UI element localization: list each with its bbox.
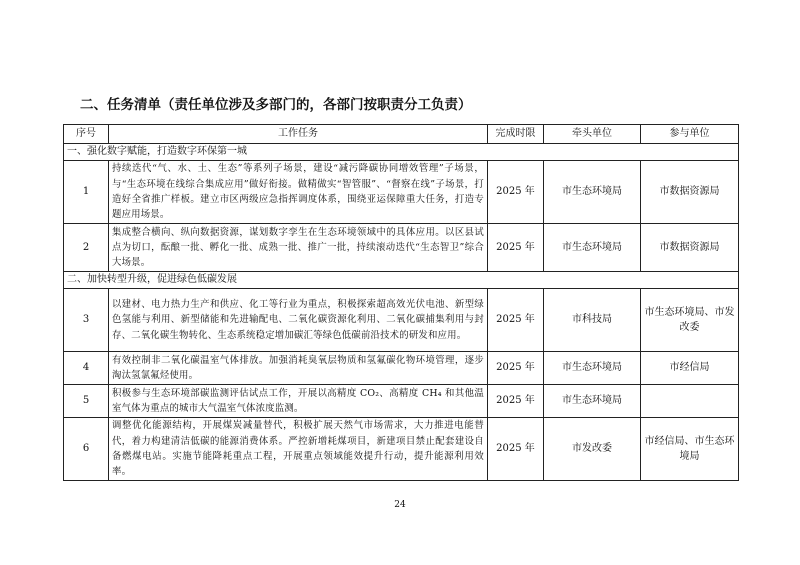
table-row xyxy=(64,224,739,272)
table-row xyxy=(64,161,739,224)
partner-unit: 市数据资源局 xyxy=(641,224,739,272)
section-heading: 二、任务清单（责任单位涉及多部门的，各部门按职责分工负责） xyxy=(80,97,472,113)
header-partner-unit: 参与单位 xyxy=(641,125,739,144)
task-description: 集成整合横向、纵向数据资源，谋划数字孪生在生态环境领域中的具体应用。以区县试点为切口，酝酿一批、孵化一批、成熟一批、推广一批，持续滚动迭代“生态智卫”综合大场景。 xyxy=(109,224,488,272)
deadline: 2025 年 xyxy=(488,385,544,418)
deadline: 2025 年 xyxy=(488,224,544,272)
deadline: 2025 年 xyxy=(488,289,544,352)
row-number: 3 xyxy=(64,289,109,352)
row-number: 6 xyxy=(64,418,109,481)
table-row xyxy=(64,352,739,385)
table-header-row xyxy=(64,125,739,144)
row-number: 5 xyxy=(64,385,109,418)
partner-unit xyxy=(641,385,739,418)
lead-unit: 市生态环境局 xyxy=(544,385,641,418)
partner-unit: 市数据资源局 xyxy=(641,161,739,224)
task-description: 积极参与生态环境部碳监测评估试点工作，开展以高精度 CO₂、高精度 CH₄ 和其他温室气体为重点的城市大气温室气体浓度监测。 xyxy=(109,385,488,418)
deadline: 2025 年 xyxy=(488,352,544,385)
lead-unit: 市生态环境局 xyxy=(544,224,641,272)
lead-unit: 市生态环境局 xyxy=(544,352,641,385)
section-title: 一、强化数字赋能，打造数字环保第一城 xyxy=(64,144,739,161)
header-num: 序号 xyxy=(64,125,109,144)
table-row xyxy=(64,289,739,352)
section-row xyxy=(64,272,739,289)
page-number: 24 xyxy=(394,500,406,510)
header-task: 工作任务 xyxy=(109,125,488,144)
deadline: 2025 年 xyxy=(488,418,544,481)
lead-unit: 市科技局 xyxy=(544,289,641,352)
section-row xyxy=(64,144,739,161)
task-description: 调整优化能源结构，开展煤炭减量替代，积极扩展天然气市场需求，大力推进电能替代，着力构建清洁低碳的能源消费体系。严控新增耗煤项目，新建项目禁止配套建设自备燃煤电站。实施节能降耗重点工程，开展重点领域能效提升行动，提升能源利用效率。 xyxy=(109,418,488,481)
header-lead-unit: 牵头单位 xyxy=(544,125,641,144)
table-row xyxy=(64,385,739,418)
header-deadline: 完成时限 xyxy=(488,125,544,144)
partner-unit: 市生态环境局、市发改委 xyxy=(641,289,739,352)
task-list-table xyxy=(63,124,739,481)
partner-unit: 市经信局 xyxy=(641,352,739,385)
row-number: 4 xyxy=(64,352,109,385)
task-description: 持续迭代“气、水、土、生态”等系列子场景，建设“减污降碳协同增效管理”子场景，与“生态环境在线综合集成应用”做好衔接。做精做实“智管服”、“督察在线”子场景，打造好全省推广样板。建立市区两级应急指挥调度体系，围绕亚运保障重大任务，打造专题应用场景。 xyxy=(109,161,488,224)
section-title: 二、加快转型升级，促进绿色低碳发展 xyxy=(64,272,739,289)
task-description: 以建材、电力热力生产和供应、化工等行业为重点，积极探索超高效光伏电池、新型绿色氢能与利用、新型储能和先进输配电、二氧化碳资源化利用、二氧化碳捕集利用与封存、二氧化碳生物转化、生态系统稳定增加碳汇等绿色低碳前沿技术的研发和应用。 xyxy=(109,289,488,352)
task-description: 有效控制非二氧化碳温室气体排放。加强消耗臭氧层物质和氢氟碳化物环境管理，逐步淘汰氢氯氟烃使用。 xyxy=(109,352,488,385)
row-number: 2 xyxy=(64,224,109,272)
lead-unit: 市发改委 xyxy=(544,418,641,481)
row-number: 1 xyxy=(64,161,109,224)
table-row xyxy=(64,418,739,481)
partner-unit: 市经信局、市生态环境局 xyxy=(641,418,739,481)
deadline: 2025 年 xyxy=(488,161,544,224)
lead-unit: 市生态环境局 xyxy=(544,161,641,224)
